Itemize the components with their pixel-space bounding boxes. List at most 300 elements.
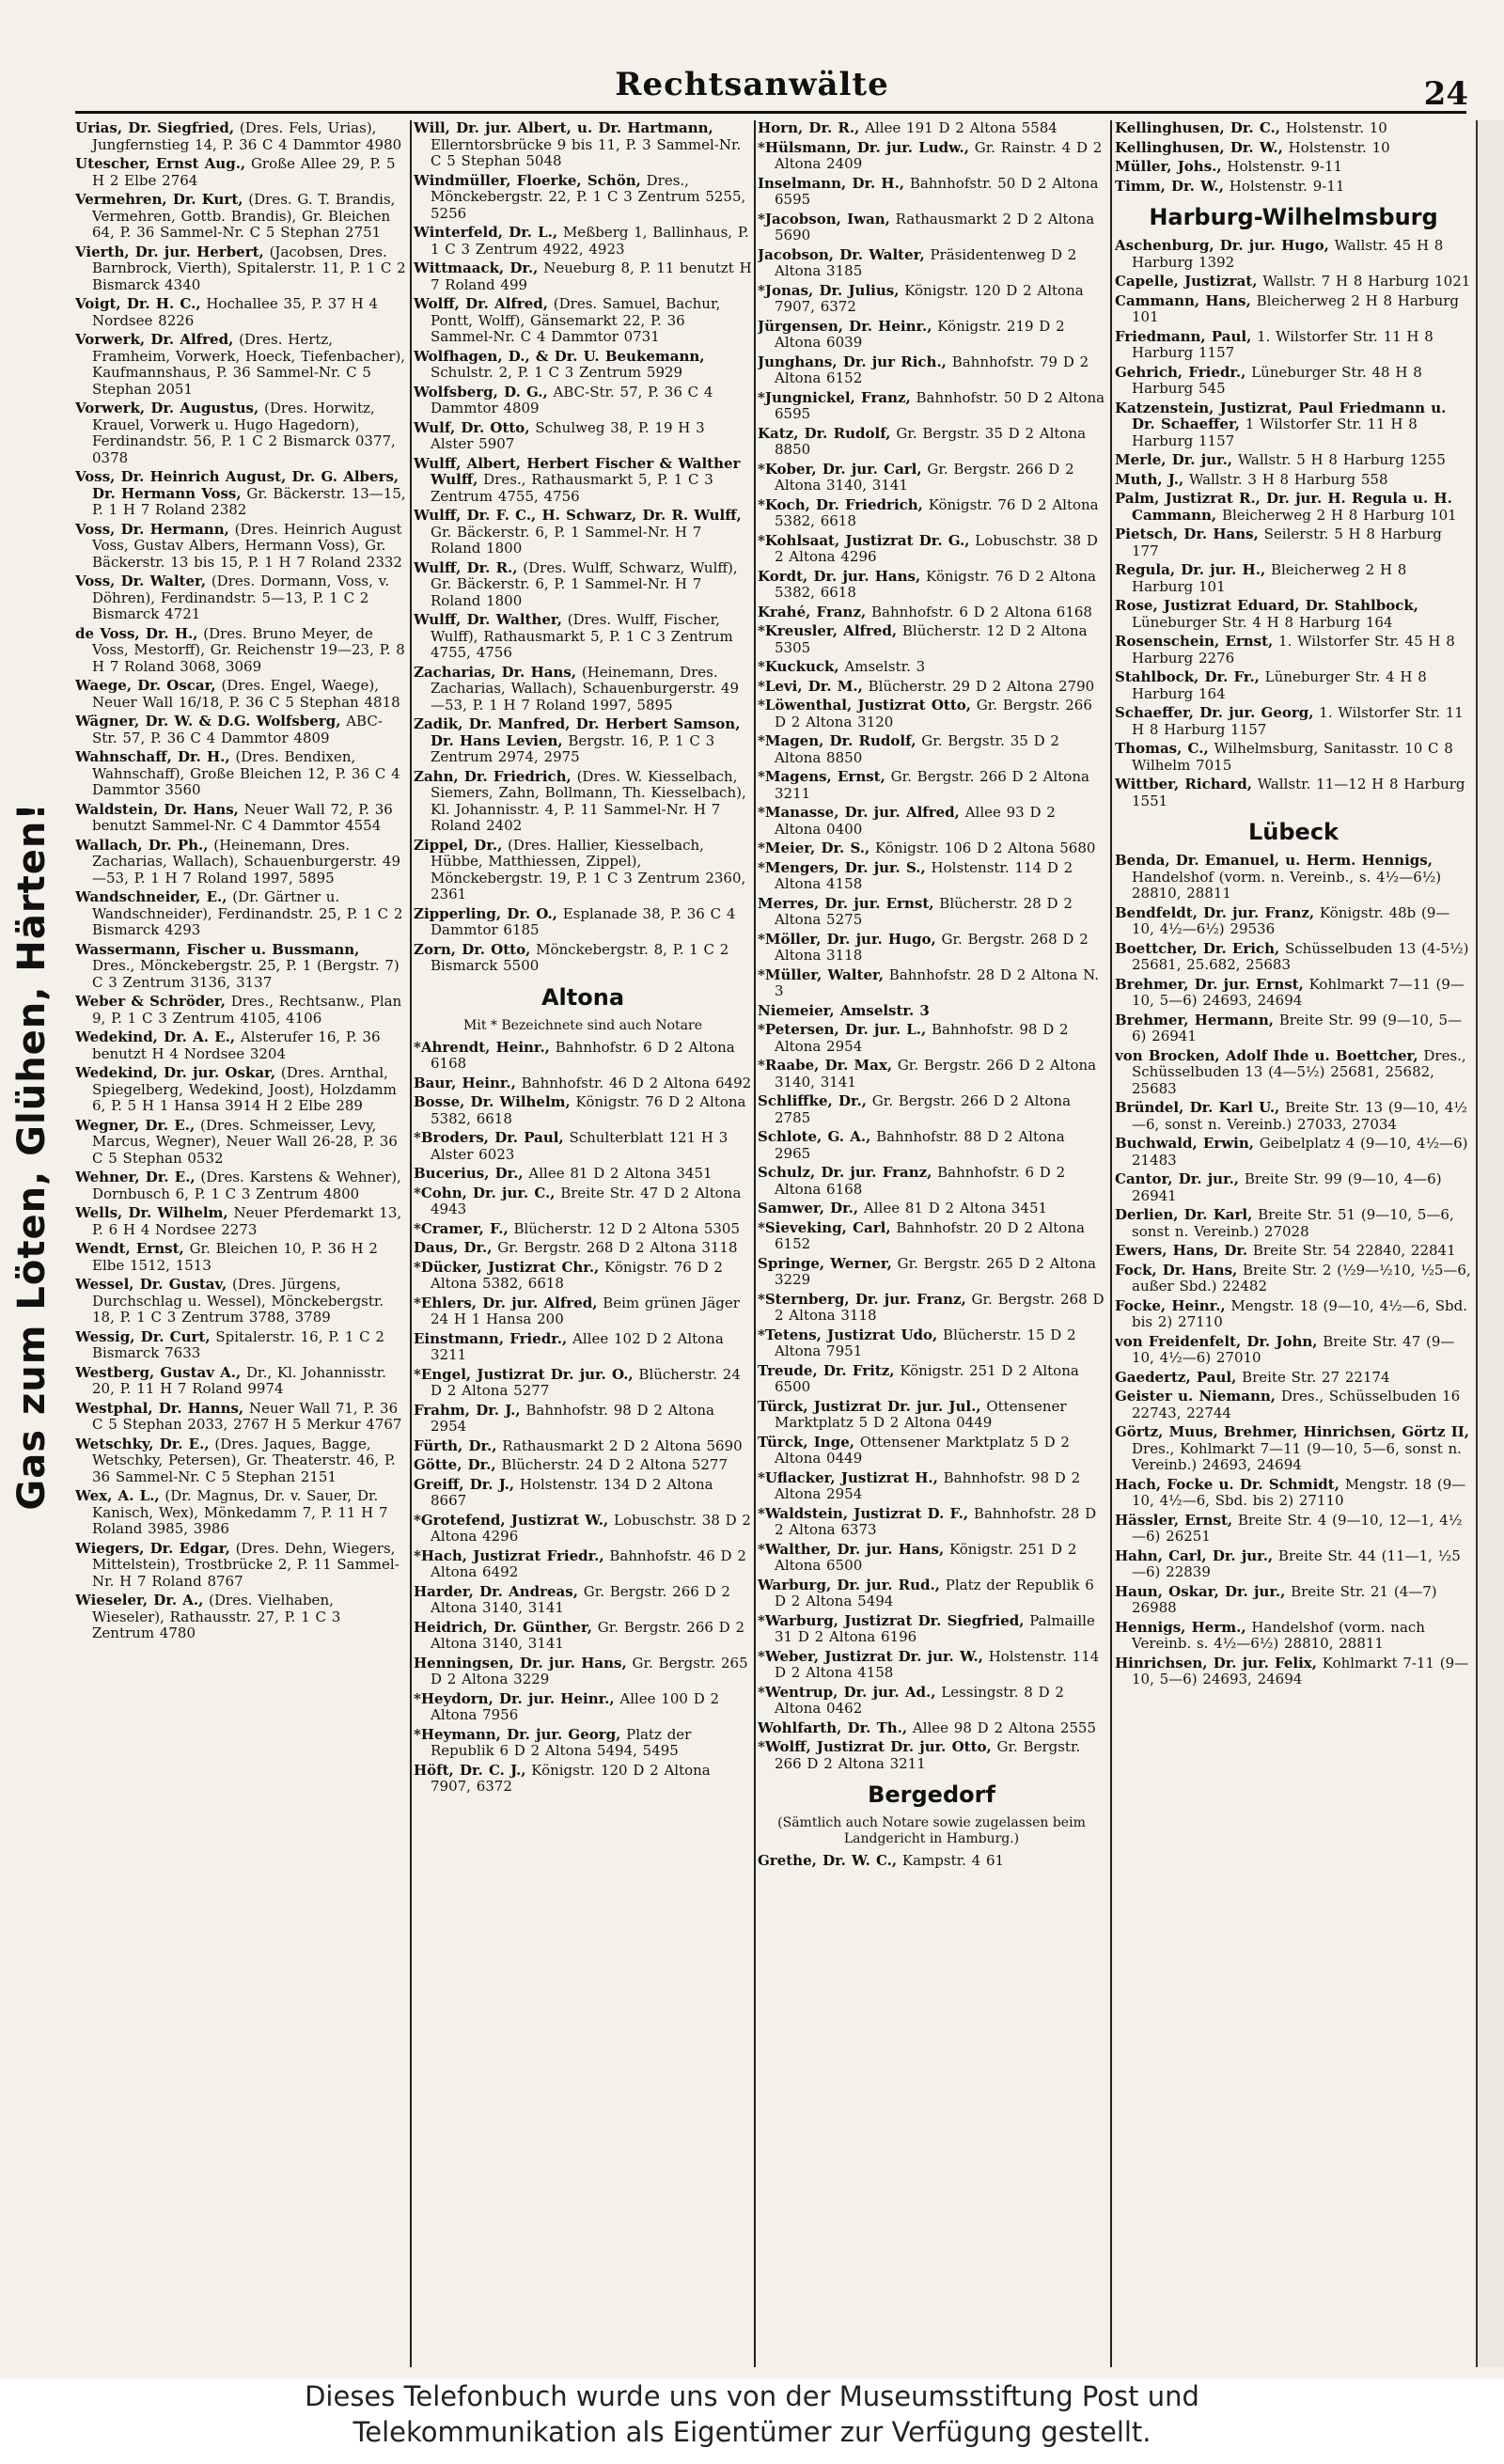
directory-entry (414, 1727, 752, 1760)
entry-details: (Dres. Bruno Meyer, de Voss, Mestorff), Gr. Reichenstr 19—23, P. 8 H 7 Roland 3068, 3069 (92, 624, 405, 675)
entry-name: Haun, Oskar, Dr. jur., (1115, 1582, 1286, 1600)
entry-name: Zacharias, Dr. Hans, (414, 663, 577, 681)
directory-entry (1115, 562, 1472, 595)
entry-name: *Koch, Dr. Friedrich, (758, 495, 923, 513)
directory-entry (1115, 1048, 1472, 1098)
entry-name: Bucerius, Dr., (414, 1165, 524, 1182)
directory-entry (1115, 1012, 1472, 1045)
entry-name: Waege, Dr. Oscar, (75, 677, 216, 694)
entry-details: (Dres. Wulff, Fischer, Wulff), Rathausmarkt 5, P. 1 C 3 Zentrum 4755, 4756 (431, 611, 733, 661)
entry-name: *Warburg, Justizrat Dr. Siegfried, (758, 1611, 1025, 1629)
entry-name: *Kober, Dr. jur. Carl, (758, 460, 922, 478)
entry-name: Wohlfarth, Dr. Th., (758, 1719, 908, 1736)
directory-entry (1115, 1207, 1472, 1240)
entry-details: (Jacobsen, Dres. Barnbrock, Vierth), Spitalerstr. 11, P. 1 C 2 Bismarck 4340 (92, 243, 406, 293)
entry-name: *Kuckuck, (758, 658, 839, 675)
entry-name: Wahnschaff, Dr. H., (75, 748, 230, 765)
directory-entry (1115, 274, 1472, 290)
entry-name: *Wolff, Justizrat Dr. jur. Otto, (758, 1738, 992, 1755)
directory-entry (414, 1656, 752, 1688)
directory-entry (1115, 634, 1472, 667)
entry-details: Bahnhofstr. 6 D 2 Altona 6168 (431, 1038, 735, 1072)
directory-entry (758, 1256, 1105, 1289)
entry-name: *Engel, Justizrat Dr. jur. O., (414, 1365, 634, 1383)
directory-entry (414, 1331, 752, 1364)
entry-details: Wilhelmsburg, Sanitasstr. 10 C 8 Wilhelm 7015 (1132, 740, 1453, 774)
directory-entry (758, 390, 1105, 423)
directory-entry (758, 120, 1105, 137)
directory-entry (1115, 120, 1472, 137)
entry-details: Esplanade 38, P. 36 C 4 Dammtor 6185 (431, 904, 736, 938)
entry-details: (Dres. Fels, Urias), Jungfernstieg 14, P. 36 C 4 Dammtor 4980 (92, 120, 402, 153)
entry-details: Dres., Mönckebergstr. 22, P. 1 C 3 Zentrum 5255, 5256 (431, 171, 746, 222)
footer-line-1: Dieses Telefonbuch wurde uns von der Museumsstiftung Post und (305, 2380, 1199, 2412)
entry-details: Beim grünen Jäger 24 H 1 Hansa 200 (431, 1294, 740, 1327)
entry-name: Hahn, Carl, Dr. jur., (1115, 1546, 1274, 1564)
entry-details: Breite Str. 51 (9—10, 5—6, sonst n. Vereinb.) 27028 (1132, 1206, 1454, 1240)
entry-details: Platz der Republik 6 D 2 Altona 5494, 5495 (431, 1725, 692, 1759)
entry-name: Schulz, Dr. jur. Franz, (758, 1164, 932, 1181)
entry-name: *Magens, Ernst, (758, 768, 885, 785)
entry-details: Lüneburger Str. 48 H 8 Harburg 545 (1132, 363, 1422, 397)
directory-entry (1115, 1298, 1472, 1331)
entry-details: (Dres. Bendixen, Wahnschaff), Große Bleichen 12, P. 36 C 4 Dammtor 3560 (92, 748, 400, 798)
entry-name: Hach, Focke u. Dr. Schmidt, (1115, 1475, 1340, 1493)
entry-name: Wulff, Albert, Herbert Fischer & Walther Wulff, (414, 454, 741, 488)
directory-entry (758, 659, 1105, 676)
entry-name: Warburg, Dr. jur. Rud., (758, 1576, 940, 1593)
entry-name: *Weber, Justizrat Dr. jur. W., (758, 1647, 983, 1665)
entry-name: Jacobson, Dr. Walter, (758, 245, 925, 263)
entry-details: Bleicherweg 2 H 8 Harburg 101 (1132, 561, 1407, 595)
entry-details: (Dres. Hallier, Kiesselbach, Hübbe, Matthiessen, Zippel), Mönckebergstr. 19, P. 1 C 3 Zentrum 2360, 2361 (431, 836, 746, 902)
directory-entry (414, 1075, 752, 1092)
directory-entry (758, 1435, 1105, 1467)
entry-details: Allee 98 D 2 Altona 2555 (912, 1719, 1097, 1736)
entry-details: Blücherstr. 24 D 2 Altona 5277 (431, 1365, 741, 1399)
entry-name: Hinrichsen, Dr. jur. Felix, (1115, 1654, 1317, 1671)
entry-name: *Heydorn, Dr. jur. Heinr., (414, 1689, 615, 1707)
entry-name: von Brocken, Adolf Ihde u. Boettcher, (1115, 1046, 1418, 1064)
directory-entry (414, 120, 752, 170)
directory-entry (758, 569, 1105, 602)
entry-name: *Ehlers, Dr. jur. Alfred, (414, 1294, 598, 1311)
directory-entry (414, 560, 752, 610)
entry-details: Palmaille 31 D 2 Altona 6196 (775, 1611, 1095, 1645)
entry-name: Gaedertz, Paul, (1115, 1368, 1237, 1386)
entry-name: Bosse, Dr. Wilhelm, (414, 1093, 571, 1110)
entry-name: Winterfeld, Dr. L., (414, 224, 558, 241)
directory-entry (75, 1205, 406, 1238)
entry-details: Mönckebergstr. 8, P. 1 C 2 Bismarck 5500 (431, 940, 729, 974)
entry-name: *Wentrup, Dr. jur. Ad., (758, 1683, 936, 1701)
entry-name: Bendfeldt, Dr. jur. Franz, (1115, 903, 1315, 921)
entry-details: Rathausmarkt 2 D 2 Altona 5690 (502, 1436, 743, 1454)
directory-entry (1115, 365, 1472, 398)
directory-entry (414, 1477, 752, 1510)
entry-name: Rosenschein, Ernst, (1115, 633, 1274, 650)
column-divider (754, 120, 756, 2367)
entry-name: Fürth, Dr., (414, 1436, 497, 1454)
directory-entry (75, 573, 406, 623)
entry-details: Ottensener Marktplatz 5 D 2 Altona 0449 (775, 1397, 1067, 1431)
entry-details: Mengstr. 18 (9—10, 4½—6, Sbd. bis 2) 27110 (1132, 1475, 1466, 1509)
entry-name: Voss, Dr. Heinrich August, Dr. G. Albers, Dr. Hermann Voss, (75, 468, 400, 502)
entry-name: Brehmer, Hermann, (1115, 1011, 1274, 1028)
entry-details: (Heinemann, Dres. Zacharias, Wallach), Schauenburgerstr. 49—53, P. 1 H 7 Roland 1997, 5895 (92, 836, 400, 887)
entry-details: Wallstr. 5 H 8 Harburg 1255 (1237, 451, 1446, 468)
directory-entry (414, 1691, 752, 1724)
entry-name: *Jonas, Dr. Julius, (758, 281, 900, 299)
entry-name: Höft, Dr. C. J., (414, 1761, 526, 1779)
entry-name: Will, Dr. jur. Albert, u. Dr. Hartmann, (414, 120, 713, 136)
directory-entry (758, 354, 1105, 387)
entry-details: Königstr. 76 D 2 Altona 5382, 6618 (431, 1258, 723, 1292)
directory-entry (758, 805, 1105, 838)
directory-entry (1115, 1548, 1472, 1581)
entry-name: Schlote, G. A., (758, 1128, 871, 1145)
entry-details: (Dres. Karstens & Wehner), Dornbusch 6, P. 1 C 3 Zentrum 4800 (92, 1169, 401, 1202)
side-advertisement-text: Gas zum Löten, Glühen, Härten! (10, 802, 54, 1511)
entry-details: Allee 81 D 2 Altona 3451 (528, 1165, 713, 1182)
entry-name: Thomas, C., (1115, 740, 1209, 757)
entry-details: Kohlmarkt 7-11 (9—10, 5—6) 24693, 24694 (1132, 1654, 1469, 1687)
directory-entry (414, 1584, 752, 1617)
directory-entry (414, 1513, 752, 1546)
entry-name: *Broders, Dr. Paul, (414, 1129, 564, 1146)
entry-details: (Dres. Horwitz, Krauel, Vorwerk u. Hugo Hagedorn), Ferdinandstr. 56, P. 1 C 2 Bismarck 0377, 0378 (92, 400, 396, 466)
directory-entry (1115, 238, 1472, 271)
entry-details: Spitalerstr. 16, P. 1 C 2 Bismarck 7633 (92, 1327, 384, 1361)
entry-details: Wallstr. 7 H 8 Harburg 1021 (1262, 273, 1471, 290)
directory-entry (758, 426, 1105, 459)
entry-details: Breite Str. 27 22174 (1242, 1368, 1390, 1386)
footer-notice (0, 2378, 1504, 2464)
entry-details: Handelshof (vorm. n. Vereinb., s. 4½—6½) 28810, 28811 (1132, 868, 1442, 902)
directory-entry (758, 1506, 1105, 1539)
entry-name: Daus, Dr., (414, 1239, 493, 1256)
entry-name: Wittber, Richard, (1115, 776, 1252, 793)
entry-details: (Dres. Jürgens, Durchschlag u. Wessel), Mönckebergstr. 18, P. 1 C 3 Zentrum 3788, 3789 (92, 1276, 384, 1326)
entry-details: 1. Wilstorfer Str. 11 H 8 Harburg 1157 (1132, 327, 1434, 361)
directory-entry (758, 1220, 1105, 1253)
entry-name: *Grotefend, Justizrat W., (414, 1511, 609, 1529)
entry-name: Schaeffer, Dr. jur. Georg, (1115, 704, 1314, 721)
directory-entry (758, 1399, 1105, 1432)
directory-entry (414, 260, 752, 293)
entry-name: *Walther, Dr. jur. Hans, (758, 1540, 945, 1558)
entry-details: Königstr. 106 D 2 Altona 5680 (875, 840, 1096, 856)
entry-name: Wolff, Dr. Alfred, (414, 295, 549, 312)
directory-entry (1115, 1513, 1472, 1546)
entry-details: Gr. Bergstr. 266 D 2 Altona 3120 (775, 697, 1092, 730)
directory-entry (414, 1457, 752, 1474)
entry-name: Kellinghusen, Dr. C., (1115, 120, 1280, 136)
entry-name: Niemeier, Amselstr. 3 (758, 1001, 930, 1019)
header-rule (75, 111, 1466, 114)
entry-name: von Freidenfelt, Dr. John, (1115, 1332, 1318, 1350)
entry-details: Ellerntorsbrücke 9 bis 11, P. 3 Sammel-Nr. C 5 Stephan 5048 (431, 135, 742, 169)
entry-details: Breite Str. 44 (11—1, ½5—6) 22839 (1132, 1546, 1461, 1580)
entry-details: Bahnhofstr. 6 D 2 Altona 6168 (871, 603, 1092, 620)
entry-details: (Dres. Samuel, Bachur, Pontt, Wolff), Gänsemarkt 22, P. 36 Sammel-Nr. C 4 Dammtor 0731 (431, 295, 721, 345)
entry-details: (Dres. Schmeisser, Levy, Marcus, Wegner), Neuer Wall 26-28, P. 36 C 5 Stephan 0532 (92, 1116, 398, 1167)
entry-name: Friedmann, Paul, (1115, 327, 1252, 345)
directory-entry (1115, 1136, 1472, 1169)
entry-details: Holstenstr. 10 (1288, 138, 1390, 156)
entry-details: Präsidentenweg D 2 Altona 3185 (775, 245, 1077, 279)
directory-entry (758, 967, 1105, 1000)
directory-entry (758, 623, 1105, 656)
directory-entry (1115, 1477, 1472, 1510)
entry-details: Blücherstr. 12 D 2 Altona 5305 (513, 1219, 741, 1237)
entry-name: Bründel, Dr. Karl U., (1115, 1099, 1280, 1116)
directory-entry (758, 1165, 1105, 1198)
entry-name: Kordt, Dr. jur. Hans, (758, 567, 921, 585)
directory-entry (758, 212, 1105, 244)
directory-entry (75, 1169, 406, 1202)
entry-name: *Dücker, Justizrat Chr., (414, 1258, 600, 1276)
entry-details: Königstr. 120 D 2 Altona 7907, 6372 (775, 281, 1084, 315)
entry-details: Bahnhofstr. 28 D 2 Altona 6373 (775, 1504, 1097, 1538)
entry-details: Blücherstr. 12 D 2 Altona 5305 (775, 622, 1088, 656)
entry-name: Timm, Dr. W., (1115, 177, 1224, 195)
entry-name: Derlien, Dr. Karl, (1115, 1206, 1253, 1223)
directory-entry (758, 679, 1105, 696)
footer-line-2: Telekommunikation als Eigentümer zur Verfügung gestellt. (352, 2416, 1152, 2448)
directory-entry (1115, 1243, 1472, 1260)
entry-name: Buchwald, Erwin, (1115, 1135, 1254, 1152)
entry-name: Urias, Dr. Siegfried, (75, 120, 235, 136)
entry-name: de Voss, Dr. H., (75, 624, 198, 642)
entry-details: Gr. Bergstr. 265 D 2 Altona 3229 (775, 1254, 1096, 1288)
entry-details: Wallstr. 3 H 8 Harburg 558 (1188, 470, 1388, 488)
entry-name: Zipperling, Dr. O., (414, 904, 557, 922)
entry-name: Wieseler, Dr. A., (75, 1592, 204, 1609)
entry-name: *Sieveking, Carl, (758, 1218, 891, 1236)
entry-name: Wassermann, Fischer u. Bussmann, (75, 940, 360, 958)
entry-details: Bahnhofstr. 98 D 2 Altona 2954 (775, 1468, 1081, 1502)
entry-name: *Petersen, Dr. jur. L., (758, 1021, 927, 1038)
directory-entry (414, 1438, 752, 1455)
entry-details: Schulweg 38, P. 19 H 3 Alster 5907 (431, 418, 705, 452)
entry-details: Bahnhofstr. 28 D 2 Altona N. 3 (775, 965, 1100, 999)
entry-details: Lobuschstr. 38 D 2 Altona 4296 (431, 1511, 751, 1545)
entry-name: Palm, Justizrat R., Dr. jur. H. Regula u. H. Cammann, (1115, 490, 1452, 524)
directory-entry (414, 456, 752, 506)
entry-name: Inselmann, Dr. H., (758, 174, 905, 192)
entry-details: (Dres. Heinrich August Voss, Gustav Albers, Hermann Voss), Gr. Bäckerstr. 13 bis 15, P. 1 H 7 Roland 2332 (92, 520, 402, 571)
directory-entry (1115, 1424, 1472, 1474)
directory-entry (75, 889, 406, 939)
entry-name: Wells, Dr. Wilhelm, (75, 1204, 228, 1221)
entry-name: Baur, Heinr., (414, 1074, 516, 1091)
entry-details: Gr. Bergstr. 265 D 2 Altona 3229 (431, 1654, 748, 1687)
directory-entry (414, 1166, 752, 1183)
directory-entry (1115, 977, 1472, 1010)
directory-entry (758, 932, 1105, 965)
entry-details: Holstenstr. 114 D 2 Altona 4158 (775, 1647, 1100, 1681)
entry-details: Dres., Kohlmarkt 7—11 (9—10, 5—6, sonst n. Vereinb.) 24693, 24694 (1132, 1439, 1462, 1473)
entry-name: Wulf, Dr. Otto, (414, 418, 530, 436)
entry-name: Voigt, Dr. H. C., (75, 295, 201, 312)
entry-details: Holstenstr. 9-11 (1227, 158, 1343, 175)
entry-name: Horn, Dr. R., (758, 120, 860, 136)
entry-name: Cantor, Dr. jur., (1115, 1170, 1240, 1187)
directory-entry (414, 716, 752, 766)
entry-details: 1. Wilstorfer Str. 45 H 8 Harburg 2276 (1132, 633, 1455, 667)
entry-details: Königstr. 120 D 2 Altona 7907, 6372 (431, 1761, 711, 1795)
directory-entry (1115, 526, 1472, 559)
page-header-title: Rechtsanwälte (615, 66, 889, 103)
entry-details: Platz der Republik 6 D 2 Altona 5494 (775, 1576, 1094, 1609)
entry-name: Wulff, Dr. Walther, (414, 611, 562, 628)
directory-entry (1115, 159, 1472, 176)
entry-name: Focke, Heinr., (1115, 1296, 1226, 1314)
entry-details: Amselstr. 3 (844, 658, 926, 675)
entry-details: Holstenstr. 114 D 2 Altona 4158 (775, 858, 1073, 892)
directory-entry (75, 296, 406, 329)
directory-entry (758, 140, 1105, 173)
directory-entry (75, 1329, 406, 1362)
directory-entry (758, 1649, 1105, 1682)
entry-name: Katz, Dr. Rudolf, (758, 424, 891, 442)
entry-details: Bahnhofstr. 6 D 2 Altona 6168 (775, 1164, 1066, 1198)
directory-entry (414, 1367, 752, 1400)
entry-name: Wedekind, Dr. A. E., (75, 1028, 236, 1045)
directory-entry (1115, 491, 1472, 524)
entry-name: Wex, A. L., (75, 1487, 160, 1504)
directory-entry (75, 1118, 406, 1168)
entry-details: Dres., Mönckebergstr. 25, P. 1 (Bergstr. 7) C 3 Zentrum 3136, 3137 (92, 957, 400, 991)
entry-details: (Dres. Jaques, Bagge, Wetschky, Petersen), Gr. Theaterstr. 46, P. 36 Sammel-Nr. C 5 Stephan 2151 (92, 1435, 396, 1485)
directory-entry (414, 173, 752, 223)
entry-name: Junghans, Dr. jur Rich., (758, 353, 947, 370)
directory-entry (414, 612, 752, 662)
entry-details: Blücherstr. 15 D 2 Altona 7951 (775, 1326, 1076, 1359)
entry-details: Blücherstr. 24 D 2 Altona 5277 (501, 1456, 728, 1473)
entry-details: (Dres. Wulff, Schwarz, Wulff), Gr. Bäckerstr. 6, P. 1 Sammel-Nr. H 7 Roland 1800 (431, 558, 738, 609)
entry-details: Allee 81 D 2 Altona 3451 (863, 1200, 1048, 1216)
entry-name: *Hülsmann, Dr. jur. Ludw., (758, 138, 969, 156)
entry-name: Zadik, Dr. Manfred, Dr. Herbert Samson, Dr. Hans Levien, (414, 715, 741, 749)
entry-details: Bahnhofstr. 79 D 2 Altona 6152 (775, 353, 1089, 386)
entry-details: ABC-Str. 57, P. 36 C 4 Dammtor 4809 (92, 713, 383, 746)
entry-details: Seilerstr. 5 H 8 Harburg 177 (1132, 526, 1442, 559)
directory-entry (1115, 941, 1472, 974)
entry-details: Breite Str. 54 22840, 22841 (1252, 1242, 1456, 1259)
entry-name: Frahm, Dr. J., (414, 1401, 521, 1419)
entry-details: (Dres. Dormann, Voss, v. Döhren), Ferdinandstr. 5—13, P. 1 C 2 Bismarck 4721 (92, 573, 390, 622)
entry-name: Capelle, Justizrat, (1115, 273, 1258, 290)
section-heading: Altona (540, 983, 625, 1011)
column-divider (1110, 120, 1112, 2367)
entry-details: Gr. Bergstr. 35 D 2 Altona 8850 (775, 732, 1059, 766)
entry-details: 1. Wilstorfer Str. 11 H 8 Harburg 1157 (1132, 704, 1464, 738)
entry-name: Türck, Justizrat Dr. jur. Jul., (758, 1397, 981, 1415)
entry-details: Breite Str. 2 (½9—½10, ½5—6, außer Sbd.) 22482 (1132, 1261, 1471, 1295)
entry-name: Waldstein, Dr. Hans, (75, 800, 239, 818)
entry-name: *Löwenthal, Justizrat Otto, (758, 697, 971, 714)
directory-entry (758, 860, 1105, 893)
entry-details: Gr. Bäckerstr. 6, P. 1 Sammel-Nr. H 7 Roland 1800 (431, 523, 702, 557)
directory-entry (758, 1327, 1105, 1360)
entry-name: Merle, Dr. jur., (1115, 451, 1233, 468)
entry-details: Allee 93 D 2 Altona 0400 (775, 804, 1056, 838)
directory-entry (1115, 1620, 1472, 1653)
directory-entry (75, 120, 406, 153)
directory-entry (75, 522, 406, 572)
entry-details: Meßberg 1, Ballinhaus, P. 1 C 3 Zentrum 4922, 4923 (431, 224, 749, 258)
directory-entry (75, 678, 406, 711)
directory-entry (414, 769, 752, 835)
directory-entry (1115, 1370, 1472, 1387)
directory-entry (758, 896, 1105, 929)
entry-details: Breite Str. 47 D 2 Altona 4943 (431, 1184, 742, 1217)
entry-name: Wandschneider, E., (75, 888, 227, 905)
entry-details: (Dres. Dehn, Wiegers, Mittelstein), Trostbrücke 2, P. 11 Sammel-Nr. H 7 Roland 8767 (92, 1539, 400, 1590)
column-divider (410, 120, 412, 2367)
entry-details: Schulstr. 2, P. 1 C 3 Zentrum 5929 (431, 364, 683, 381)
directory-entry (414, 1185, 752, 1218)
entry-details: Gr. Bergstr. 266 D 2 Altona 3140, 3141 (775, 1057, 1097, 1091)
directory-entry (1115, 598, 1472, 631)
entry-details: Breite Str. 99 (9—10, 5—6) 26941 (1132, 1011, 1463, 1044)
directory-entry (414, 508, 752, 557)
entry-name: Jürgensen, Dr. Heinr., (758, 317, 932, 335)
directory-entry (75, 626, 406, 676)
directory-entry (758, 497, 1105, 530)
entry-details: Schüsselbuden 13 (4-5½) 25681, 25.682, 25683 (1132, 939, 1469, 973)
entry-details: Bahnhofstr. 98 D 2 Altona 2954 (431, 1401, 714, 1435)
entry-details: Königstr. 76 D 2 Altona 5382, 6618 (775, 495, 1099, 529)
directory-column-4 (1115, 120, 1472, 2377)
directory-entry (1115, 1334, 1472, 1367)
entry-name: Windmüller, Floerke, Schön, (414, 171, 641, 189)
entry-details: Handelshof (vorm. nach Vereinb. s. 4½—6½) 28810, 28811 (1132, 1618, 1425, 1652)
entry-name: Wessel, Dr. Gustav, (75, 1276, 227, 1293)
directory-entry (75, 1029, 406, 1062)
section-note: Mit * Bezeichnete sind auch Notare (463, 1017, 702, 1033)
directory-entry (758, 1685, 1105, 1718)
entry-details: Dres., Rechtsanw., Plan 9, P. 1 C 3 Zentrum 4105, 4106 (92, 993, 402, 1027)
directory-entry (1115, 905, 1472, 938)
entry-details: Lessingstr. 8 D 2 Altona 0462 (775, 1683, 1064, 1717)
entry-name: Benda, Dr. Emanuel, u. Herm. Hennigs, (1115, 852, 1433, 869)
entry-name: Muth, J., (1115, 470, 1184, 488)
directory-entry (1115, 179, 1472, 196)
directory-entry (1115, 400, 1472, 450)
entry-details: Königstr. 251 D 2 Altona 6500 (775, 1540, 1077, 1574)
directory-entry (758, 733, 1105, 766)
entry-details: Breite Str. 47 (9—10, 4½—6) 27010 (1132, 1332, 1455, 1366)
entry-details: Bleicherweg 2 H 8 Harburg 101 (1132, 291, 1460, 325)
section-heading: Bergedorf (868, 1781, 995, 1808)
directory-entry (414, 665, 752, 714)
entry-name: Hennigs, Herm., (1115, 1618, 1246, 1636)
directory-entry (758, 1058, 1105, 1091)
directory-entry (414, 1620, 752, 1653)
entry-name: Wolfsberg, D. G., (414, 383, 548, 400)
directory-entry (75, 1541, 406, 1591)
entry-name: Gehrich, Friedr., (1115, 363, 1246, 381)
entry-name: Grethe, Dr. W. C., (758, 1852, 898, 1869)
directory-entry (758, 1363, 1105, 1396)
directory-entry (75, 1277, 406, 1326)
directory-entry (414, 296, 752, 346)
directory-entry (758, 698, 1105, 730)
entry-details: Gr. Bergstr. 266 D 2 Altona 3211 (775, 1738, 1081, 1772)
